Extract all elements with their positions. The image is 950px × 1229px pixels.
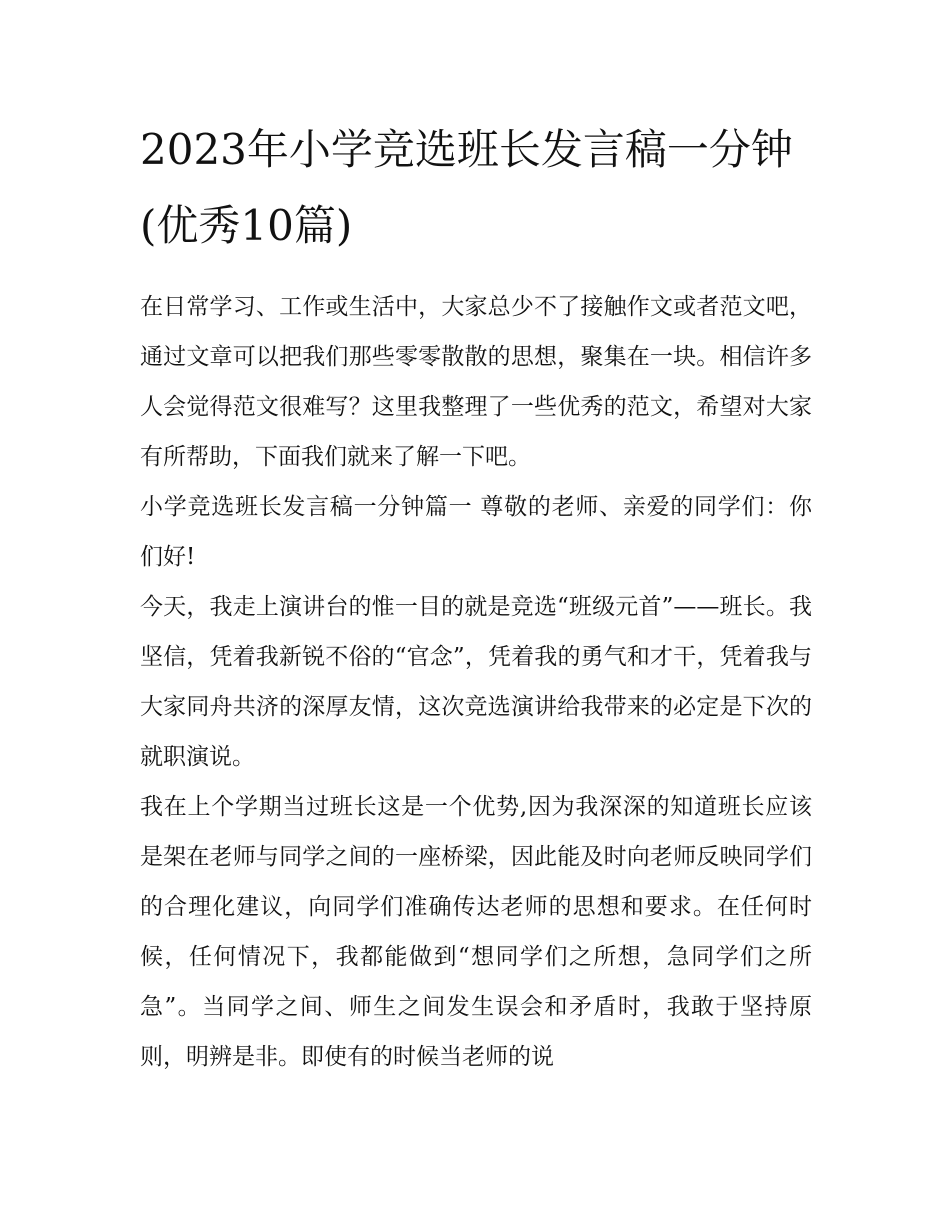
intro-paragraph: 在日常学习、工作或生活中，大家总少不了接触作文或者范文吧，通过文章可以把我们那些零零散散的思想，聚集在一块。相信许多人会觉得范文很难写？这里我整理了一些优秀的范文，希望对大家有所帮助，下面我们就来了解一下吧。: [140, 294, 812, 470]
document-page: [140, 112, 820, 1082]
document-title: 2023年小学竞选班长发言稿一分钟(优秀10篇): [140, 125, 793, 250]
speech-greeting-paragraph: 小学竞选班长发言稿一分钟篇一 尊敬的老师、亲爱的同学们：你们好!: [140, 494, 812, 570]
speech-paragraph-2: 我在上个学期当过班长这是一个优势,因为我深深的知道班长应该是架在老师与同学之间的一座桥梁，因此能及时向老师反映同学们的合理化建议，向同学们准确传达老师的思想和要求。在任何时候，任何情况下，我都能做到“想同学们之所想，急同学们之所急”。当同学之间、师生之间发生误会和矛盾时，我敢于坚持原则，明辨是非。即使有的时候当老师的说: [140, 794, 812, 1070]
speech-paragraph-1: 今天，我走上演讲台的惟一目的就是竞选“班级元首”——班长。我坚信，凭着我新锐不俗的“官念”，凭着我的勇气和才干，凭着我与大家同舟共济的深厚友情，这次竞选演讲给我带来的必定是下次的就职演说。: [140, 594, 812, 770]
